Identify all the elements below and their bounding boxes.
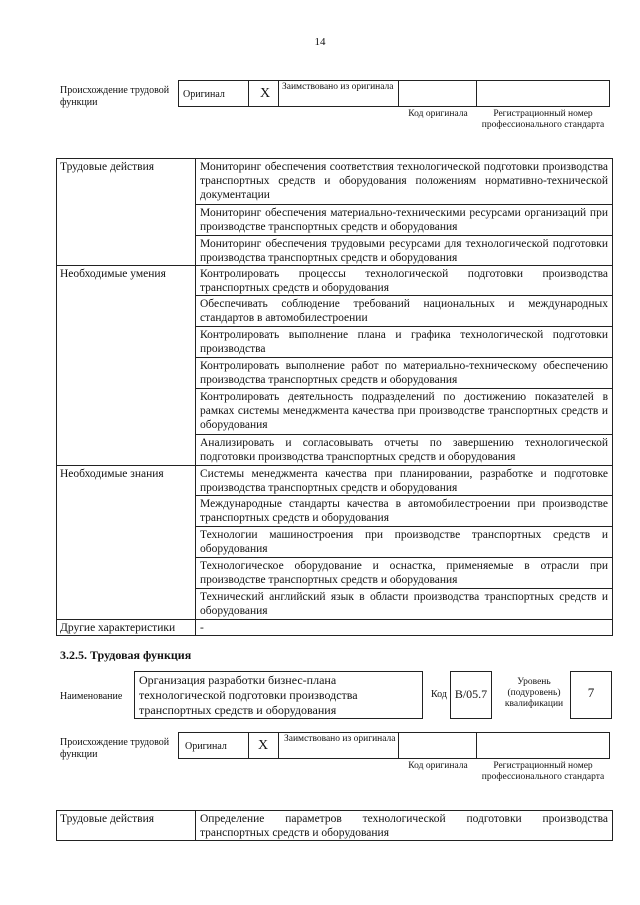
page-number: 14 xyxy=(314,36,326,48)
code-original-label: Код оригинала xyxy=(408,761,468,771)
origin-label: Происхождение трудовой функции xyxy=(60,737,170,760)
original-label: Оригинал xyxy=(183,89,225,100)
knowledge-item: Технический английский язык в области производства транспортных средств и оборудования xyxy=(196,589,613,620)
borrowed-label: Заимствовано из оригинала xyxy=(282,82,394,92)
level-value: 7 xyxy=(587,685,595,700)
original-mark: X xyxy=(258,738,269,753)
original-label: Оригинал xyxy=(185,741,227,752)
labor-action-item: Мониторинг обеспечения материально-техническими ресурсами организаций при производстве транспортных средств и оборудования xyxy=(196,205,613,236)
skill-item: Обеспечивать соблюдение требований национальных и международных стандартов в автомобилестроении xyxy=(196,296,613,327)
labor-function-table xyxy=(56,158,613,636)
labor-function-table-2 xyxy=(56,810,613,841)
knowledge-item: Технологии машиностроения при производстве транспортных средств и оборудования xyxy=(196,527,613,558)
labor-action-item: Определение параметров технологической подготовки производства транспортных средств и оборудования xyxy=(196,811,613,841)
borrowed-label: Заимствовано из оригинала xyxy=(284,734,396,744)
level-label: Уровень (подуровень) квалификации xyxy=(504,677,564,709)
section-heading: 3.2.5. Трудовая функция xyxy=(60,648,192,662)
labor-action-item: Мониторинг обеспечения соответствия технологической подготовки производства транспортных средств и оборудования положениям нормативно-технической документации xyxy=(196,159,613,205)
other-label: Другие характеристики xyxy=(57,620,196,636)
skills-label: Необходимые умения xyxy=(57,266,196,466)
code-label: Код xyxy=(431,689,447,700)
code-original-label: Код оригинала xyxy=(408,109,468,119)
knowledge-label: Необходимые знания xyxy=(57,466,196,620)
labor-actions-label: Трудовые действия xyxy=(57,159,196,266)
skill-item: Анализировать и согласовывать отчеты по завершению технологической подготовки производства транспортных средств и оборудования xyxy=(196,435,613,466)
code-value: B/05.7 xyxy=(454,687,488,701)
function-name: Организация разработки бизнес-плана технологической подготовки производства транспортных средств и оборудования xyxy=(139,673,358,717)
skill-item: Контролировать процессы технологической подготовки производства транспортных средств и оборудования xyxy=(196,266,613,296)
name-label: Наименование xyxy=(60,691,123,702)
reg-number-label: Регистрационный номер профессионального стандарта xyxy=(481,761,605,782)
skill-item: Контролировать выполнение плана и графика технологической подготовки производства xyxy=(196,327,613,358)
reg-number-label: Регистрационный номер профессионального стандарта xyxy=(481,109,605,130)
other-value: - xyxy=(196,620,613,636)
origin-label: Происхождение трудовой функции xyxy=(60,85,170,108)
original-mark: X xyxy=(260,86,271,101)
knowledge-item: Технологическое оборудование и оснастка, применяемые в отрасли при производстве транспортных средств и оборудования xyxy=(196,558,613,589)
labor-action-item: Мониторинг обеспечения трудовыми ресурсами для технологической подготовки производства транспортных средств и оборудования xyxy=(196,236,613,266)
knowledge-item: Системы менеджмента качества при планировании, разработке и подготовке производства транспортных средств и оборудования xyxy=(196,466,613,496)
labor-actions-label: Трудовые действия xyxy=(57,811,196,841)
origin-box xyxy=(178,80,610,107)
knowledge-item: Международные стандарты качества в автомобилестроении при производстве транспортных средств и оборудования xyxy=(196,496,613,527)
skill-item: Контролировать деятельность подразделений по достижению показателей в рамках системы менеджмента качества при производстве транспортных средств и оборудования xyxy=(196,389,613,435)
skill-item: Контролировать выполнение работ по материально-техническому обеспечению производства транспортных средств и оборудования xyxy=(196,358,613,389)
